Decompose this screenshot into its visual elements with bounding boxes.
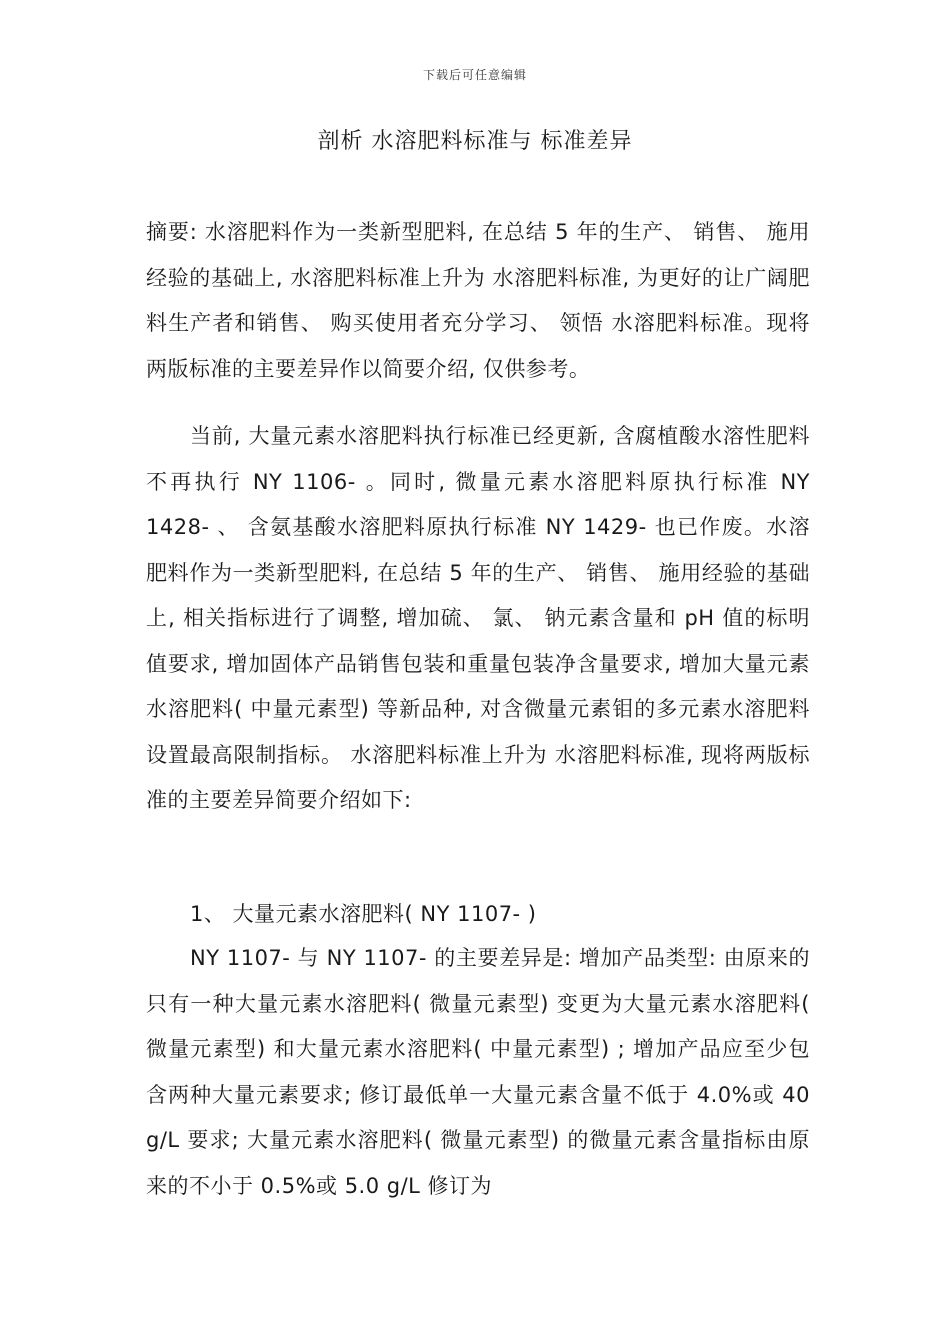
abstract-paragraph: 摘要: 水溶肥料作为一类新型肥料, 在总结 5 年的生产、 销售、 施用经验的基础上, 水溶肥料标准上升为 水溶肥料标准, 为更好的让广阔肥料生产者和销售、 购买使用者充分学习、 领悟 水溶肥料标准。现将两版标准的主要差异作以简要介绍, 仅供参考。	[146, 220, 810, 381]
section-1-paragraph: NY 1107- 与 NY 1107- 的主要差异是: 增加产品类型: 由原来的只有一种大量元素水溶肥料( 微量元素型) 变更为大量元素水溶肥料( 微量元素型) 和大量元素水溶肥料( 中量元素型) ; 增加产品应至少包含两种大量元素要求; 修订最低单一大量元素含量不低于 4.0%或 40 g/L 要求; 大量元素水溶肥料( 微量元素型) 的微量元素含量指标由原来的不小于 0.5%或 5.0 g/L 修订为	[146, 946, 810, 1198]
section-1-heading-block	[146, 892, 810, 938]
header-note: 下载后可任意编辑	[422, 68, 527, 82]
section-1-body-block	[146, 936, 810, 1209]
section-1-heading: 1、 大量元素水溶肥料( NY 1107- )	[190, 902, 537, 926]
intro-paragraph: 当前, 大量元素水溶肥料执行标准已经更新, 含腐植酸水溶性肥料不再执行 NY 1106- 。同时, 微量元素水溶肥料原执行标准 NY 1428- 、 含氨基酸水溶肥料原执行标准 NY 1429- 也已作废。水溶肥料作为一类新型肥料, 在总结 5 年的生产、 销售、 施用经验的基础上, 相关指标进行了调整, 增加硫、 氯、 钠元素含量和 pH 值的标明值要求, 增加固体产品销售包装和重量包装净含量要求, 增加大量元素水溶肥料( 中量元素型) 等新品种, 对含微量元素钼的多元素水溶肥料设置最高限制指标。 水溶肥料标准上升为 水溶肥料标准, 现将两版标准的主要差异简要介绍如下:	[146, 424, 811, 812]
document-title: 剖析 水溶肥料标准与 标准差异	[317, 129, 633, 154]
abstract-block	[146, 210, 810, 392]
intro-block	[146, 414, 810, 824]
